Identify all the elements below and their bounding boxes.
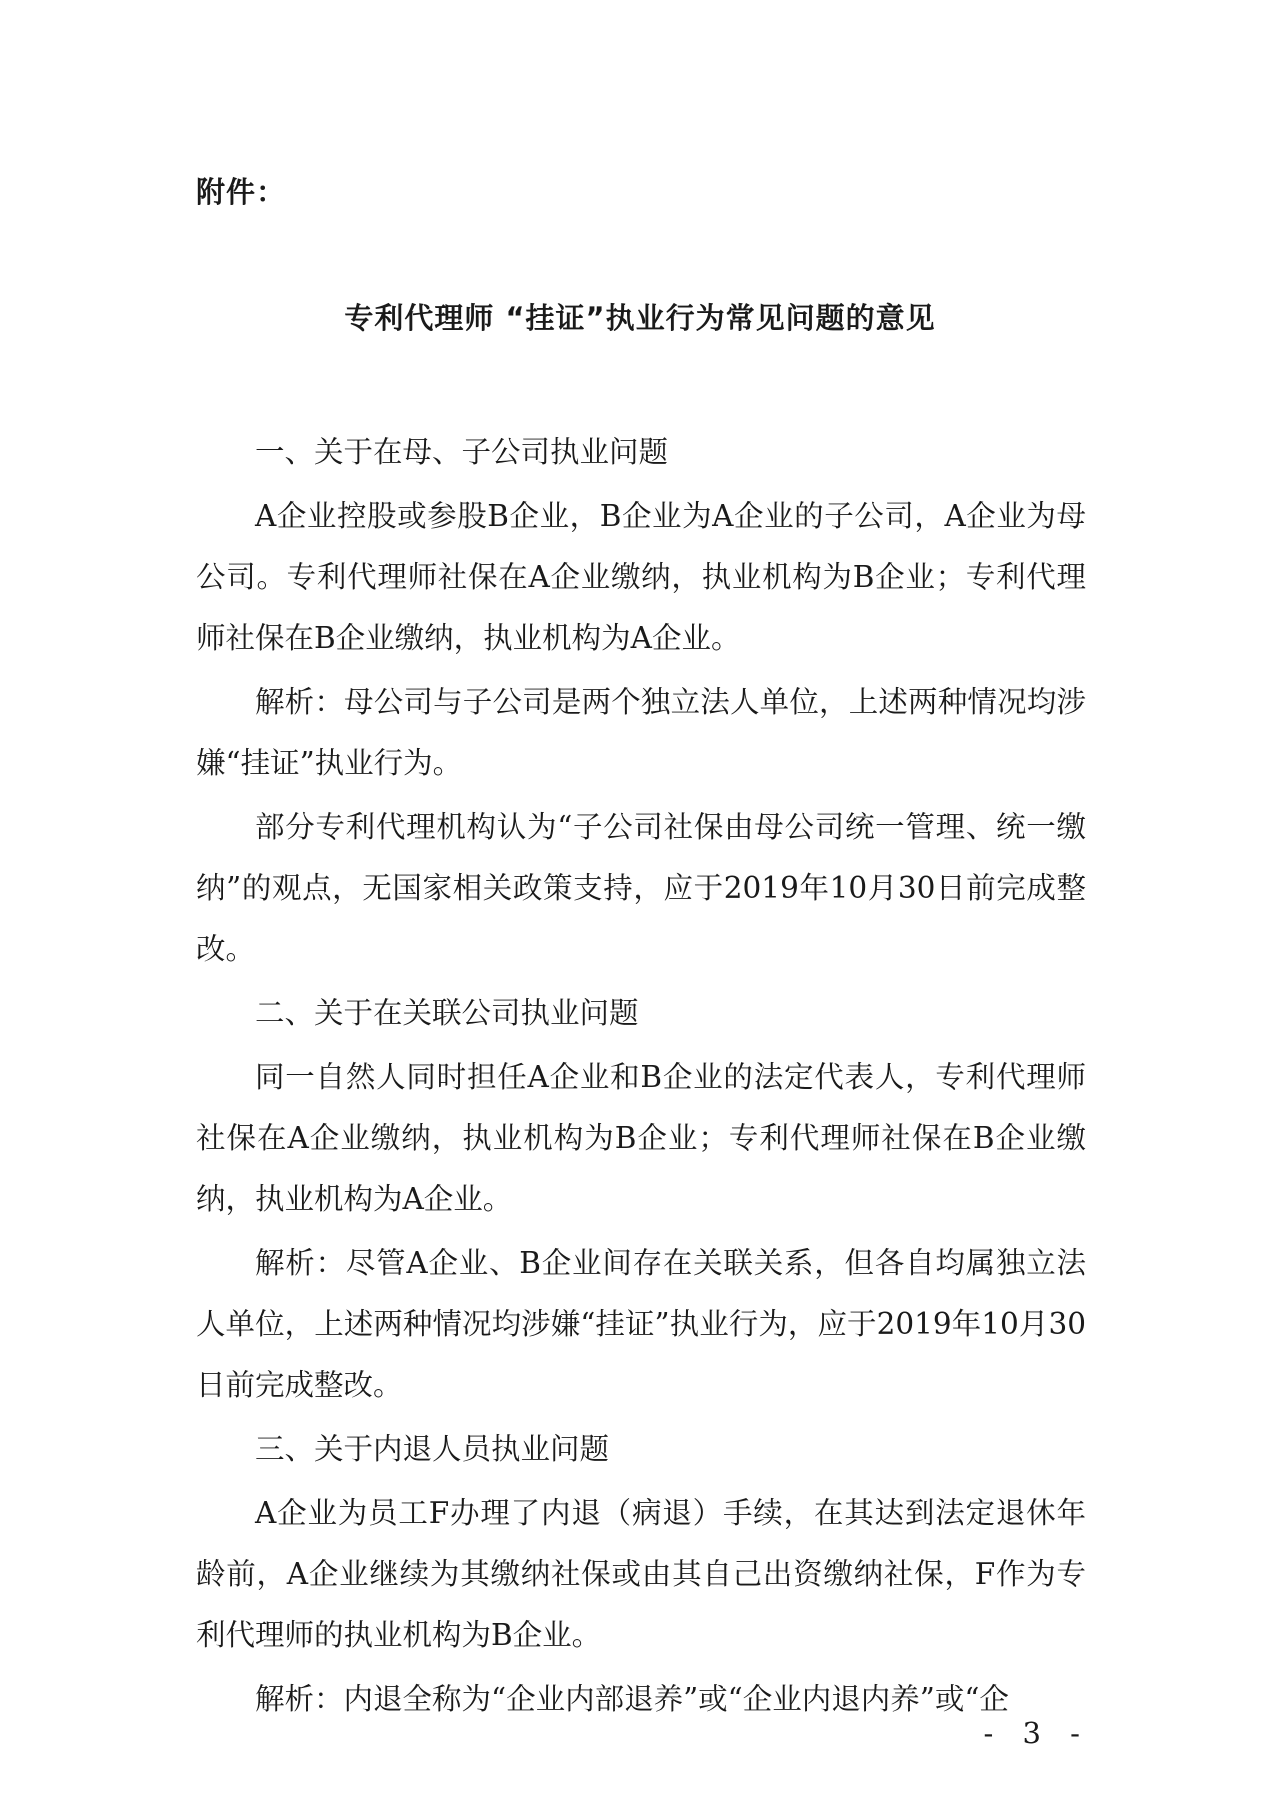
analysis-paragraph: 解析：内退全称为“企业内部退养”或“企业内退内养”或“企: [255, 1682, 1009, 1716]
body-paragraph: A企业控股或参股B企业，B企业为A企业的子公司，A企业为母公司。专利代理师社保在A企业缴纳，执业机构为B企业；专利代理师社保在B企业缴纳，执业机构为A企业。: [196, 499, 1086, 655]
section-heading: 一、关于在母、子公司执业问题: [255, 435, 669, 469]
page-number: - 3 -: [983, 1716, 1090, 1750]
document-body: [196, 422, 1086, 1733]
body-paragraph: 部分专利代理机构认为“子公司社保由母公司统一管理、统一缴纳”的观点，无国家相关政策支持，应于2019年10月30日前完成整改。: [196, 810, 1086, 966]
document-title: 专利代理师 “挂证”执业行为常见问题的意见: [344, 301, 936, 335]
section-heading: 三、关于内退人员执业问题: [255, 1432, 610, 1466]
analysis-paragraph: 解析：母公司与子公司是两个独立法人单位，上述两种情况均涉嫌“挂证”执业行为。: [196, 685, 1086, 780]
attachment-label: 附件：: [196, 175, 287, 209]
body-paragraph: A企业为员工F办理了内退（病退）手续，在其达到法定退休年龄前，A企业继续为其缴纳社保或由其自己出资缴纳社保，F作为专利代理师的执业机构为B企业。: [196, 1496, 1086, 1652]
body-paragraph: 同一自然人同时担任A企业和B企业的法定代表人，专利代理师社保在A企业缴纳，执业机构为B企业；专利代理师社保在B企业缴纳，执业机构为A企业。: [196, 1060, 1086, 1216]
analysis-paragraph: 解析：尽管A企业、B企业间存在关联关系，但各自均属独立法人单位，上述两种情况均涉嫌“挂证”执业行为，应于2019年10月30日前完成整改。: [196, 1246, 1086, 1402]
section-heading: 二、关于在关联公司执业问题: [255, 996, 639, 1030]
